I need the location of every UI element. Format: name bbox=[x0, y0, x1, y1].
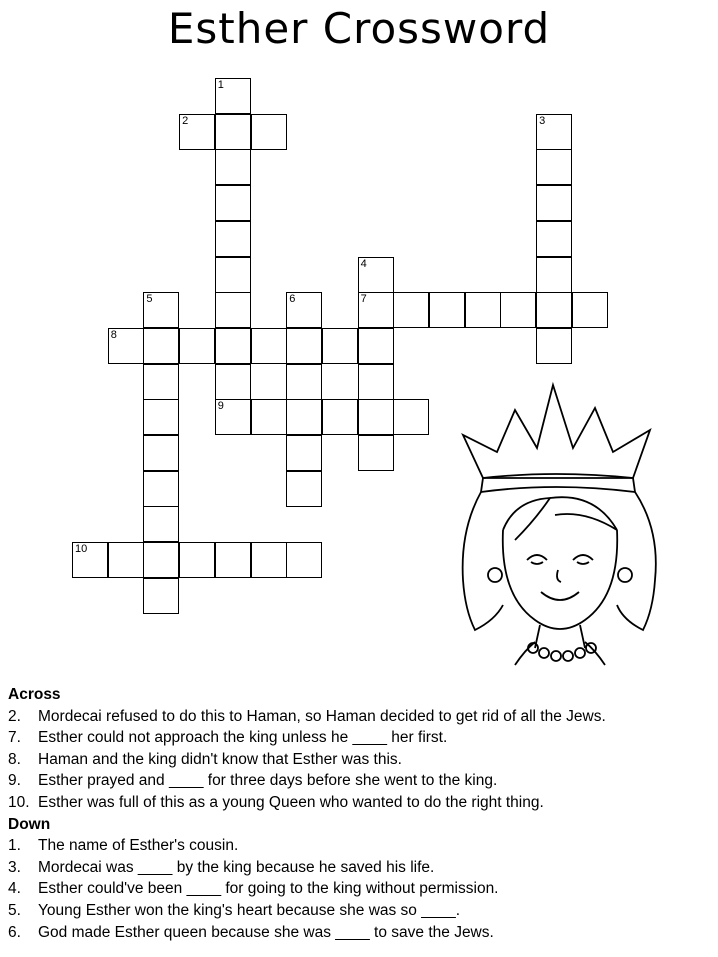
clue-text: The name of Esther's cousin. bbox=[38, 837, 239, 855]
crossword-cell[interactable] bbox=[143, 292, 179, 328]
clue-text: Haman and the king didn't know that Esther was this. bbox=[38, 750, 402, 768]
crossword-cell[interactable] bbox=[215, 399, 251, 435]
across-clue-2 bbox=[8, 706, 606, 728]
across-clue-7 bbox=[8, 727, 606, 749]
crossword-cell[interactable] bbox=[215, 328, 251, 364]
crossword-cell[interactable] bbox=[536, 292, 572, 328]
cell-number: 5 bbox=[146, 293, 153, 306]
down-clue-4 bbox=[8, 878, 606, 900]
crossword-cell[interactable] bbox=[358, 399, 394, 435]
crossword-cell[interactable] bbox=[536, 328, 572, 364]
crossword-cell[interactable] bbox=[215, 292, 251, 328]
clue-text: Esther could've been ____ for going to the king without permission. bbox=[38, 880, 499, 898]
across-clue-10 bbox=[8, 792, 606, 814]
crossword-cell[interactable] bbox=[251, 114, 287, 150]
queen-esther-illustration bbox=[455, 380, 670, 670]
down-clue-6 bbox=[8, 922, 606, 944]
crossword-cell[interactable] bbox=[108, 328, 144, 364]
crossword-cell[interactable] bbox=[143, 471, 179, 507]
clue-text: Esther was full of this as a young Queen who wanted to do the right thing. bbox=[38, 793, 544, 811]
clue-number: 5. bbox=[8, 901, 21, 919]
crossword-cell[interactable] bbox=[286, 471, 322, 507]
crossword-cell[interactable] bbox=[536, 257, 572, 293]
crossword-cell[interactable] bbox=[358, 292, 394, 328]
clue-text: Esther prayed and ____ for three days before she went to the king. bbox=[38, 772, 498, 790]
cell-number: 4 bbox=[360, 257, 367, 270]
cell-number: 6 bbox=[289, 293, 296, 306]
crossword-cell[interactable] bbox=[536, 221, 572, 257]
clue-text: Esther could not approach the king unless he ____ her first. bbox=[38, 729, 448, 747]
clue-number: 3. bbox=[8, 858, 21, 876]
crossword-cell[interactable] bbox=[179, 328, 215, 364]
crossword-cell[interactable] bbox=[286, 435, 322, 471]
clue-number: 6. bbox=[8, 923, 21, 941]
crossword-cell[interactable] bbox=[322, 399, 358, 435]
clue-number: 1. bbox=[8, 837, 21, 855]
clue-number: 9. bbox=[8, 772, 21, 790]
down-clue-5 bbox=[8, 900, 606, 922]
cell-number: 10 bbox=[75, 543, 88, 556]
page-title: Esther Crossword bbox=[167, 4, 551, 53]
crossword-cell[interactable] bbox=[251, 542, 287, 578]
crossword-cell[interactable] bbox=[143, 542, 179, 578]
crossword-cell[interactable] bbox=[72, 542, 108, 578]
crossword-cell[interactable] bbox=[358, 328, 394, 364]
crossword-cell[interactable] bbox=[286, 542, 322, 578]
across-heading: Across bbox=[8, 686, 61, 703]
cell-number: 3 bbox=[539, 114, 546, 127]
crossword-cell[interactable] bbox=[393, 292, 429, 328]
down-clue-3 bbox=[8, 857, 606, 879]
crossword-cell[interactable] bbox=[393, 399, 429, 435]
crossword-cell[interactable] bbox=[215, 185, 251, 221]
clue-text: Mordecai refused to do this to Haman, so Haman decided to get rid of all the Jews. bbox=[38, 707, 606, 725]
crossword-cell[interactable] bbox=[215, 149, 251, 185]
crossword-cell[interactable] bbox=[143, 399, 179, 435]
cell-number: 8 bbox=[110, 328, 117, 341]
clue-number: 8. bbox=[8, 750, 21, 768]
down-heading: Down bbox=[8, 815, 51, 833]
crossword-cell[interactable] bbox=[536, 185, 572, 221]
crossword-cell[interactable] bbox=[143, 506, 179, 542]
across-clue-8 bbox=[8, 749, 606, 771]
crossword-cell[interactable] bbox=[286, 292, 322, 328]
clue-text: Mordecai was ____ by the king because he saved his life. bbox=[38, 858, 435, 876]
crossword-cell[interactable] bbox=[143, 578, 179, 614]
crossword-cell[interactable] bbox=[465, 292, 501, 328]
crossword-cell[interactable] bbox=[536, 114, 572, 150]
cell-number: 9 bbox=[217, 400, 224, 413]
crossword-cell[interactable] bbox=[358, 257, 394, 293]
crossword-cell[interactable] bbox=[215, 114, 251, 150]
clues-list bbox=[8, 684, 606, 943]
crossword-cell[interactable] bbox=[215, 221, 251, 257]
crossword-cell[interactable] bbox=[251, 399, 287, 435]
cell-number: 7 bbox=[360, 293, 367, 306]
crossword-cell[interactable] bbox=[143, 364, 179, 400]
crossword-cell[interactable] bbox=[358, 435, 394, 471]
down-clue-1 bbox=[8, 835, 606, 857]
across-clue-9 bbox=[8, 770, 606, 792]
crossword-cell[interactable] bbox=[179, 114, 215, 150]
clue-text: God made Esther queen because she was ____ to save the Jews. bbox=[38, 923, 494, 941]
crossword-cell[interactable] bbox=[286, 399, 322, 435]
crossword-cell[interactable] bbox=[572, 292, 608, 328]
clue-number: 2. bbox=[8, 707, 21, 725]
crossword-cell[interactable] bbox=[429, 292, 465, 328]
crossword-cell[interactable] bbox=[143, 328, 179, 364]
clue-number: 7. bbox=[8, 729, 21, 747]
crossword-cell[interactable] bbox=[536, 149, 572, 185]
crossword-cell[interactable] bbox=[500, 292, 536, 328]
cell-number: 2 bbox=[182, 114, 189, 127]
crossword-cell[interactable] bbox=[358, 364, 394, 400]
cell-number: 1 bbox=[217, 79, 224, 91]
crossword-cell[interactable] bbox=[215, 257, 251, 293]
crossword-cell[interactable] bbox=[215, 542, 251, 578]
crossword-cell[interactable] bbox=[108, 542, 144, 578]
crossword-cell[interactable] bbox=[322, 328, 358, 364]
crossword-cell[interactable] bbox=[286, 364, 322, 400]
crossword-cell[interactable] bbox=[286, 328, 322, 364]
crossword-cell[interactable] bbox=[215, 364, 251, 400]
crossword-cell[interactable] bbox=[251, 328, 287, 364]
clue-number: 10. bbox=[8, 793, 30, 811]
clue-text: Young Esther won the king's heart because she was so ____. bbox=[38, 901, 461, 919]
clue-number: 4. bbox=[8, 880, 21, 898]
crossword-cell[interactable] bbox=[215, 78, 251, 114]
crossword-cell[interactable] bbox=[143, 435, 179, 471]
crossword-cell[interactable] bbox=[179, 542, 215, 578]
